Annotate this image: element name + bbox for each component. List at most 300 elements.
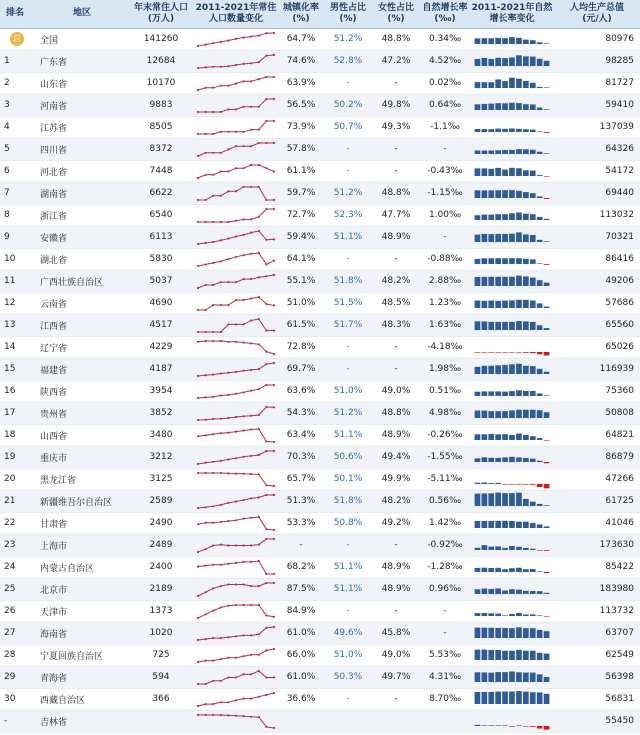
population-trend-point [243,278,245,280]
population-trend-point [197,396,199,398]
population-trend-point [243,218,245,220]
population-trend-cell [194,468,278,490]
population-trend-point [235,281,237,283]
urbanization-cell: 87.5% [286,584,316,594]
gdp-per-capita-cell: 56831 [605,694,634,704]
population-trend-line [198,715,274,728]
growth-bar [482,276,488,285]
table-row [0,270,640,292]
growth-bar [502,233,508,241]
growth-bar [544,282,550,285]
population-trend-point [205,86,207,88]
growth-bar [509,568,515,572]
population-trend-point [243,369,245,371]
population-trend-line [198,649,274,662]
gdp-per-capita-cell: 65026 [605,342,634,352]
growth-bar [516,613,522,616]
growth-bar [502,569,508,572]
population-trend-point [235,415,237,417]
male-share-cell: 51.8% [333,276,363,286]
population-trend-point [227,583,229,585]
growth-bar [516,546,522,549]
population-trend-point [235,37,237,39]
population-trend-line [198,165,274,178]
table-row [0,94,640,116]
male-share-cell: - [346,166,350,176]
growth-bar [537,692,543,704]
growth-bar [530,170,536,176]
population-cell: 6622 [149,188,173,198]
growth-bar [475,366,481,373]
growth-bar [482,82,488,88]
population-trend-point [227,84,229,86]
header-natural-growth: 自然增长率 (‰) [420,0,470,28]
growth-bar [495,725,501,726]
population-trend-cell [194,248,278,270]
population-trend-point [243,655,245,657]
urbanization-cell: 63.9% [286,78,316,88]
growth-bar-sparkline [470,425,554,446]
population-trend-point [197,88,199,90]
population-trend-point [243,429,245,431]
population-trend-point [250,62,252,64]
growth-bar [482,613,488,616]
population-cell: 10170 [146,78,176,88]
population-trend-point [235,699,237,701]
population-trend-point [205,682,207,684]
population-trend-cell [194,490,278,512]
urbanization-cell: 61.5% [286,320,316,330]
growth-bar [475,627,481,637]
population-trend-cell [194,358,278,380]
population-trend-point [205,132,207,134]
population-trend-point [250,342,252,344]
natural-growth-cell: 0.34‰ [428,34,462,44]
growth-bar [495,103,501,110]
population-trend-point [220,503,222,505]
growth-bar [523,435,529,440]
growth-bar [509,671,515,682]
population-trend-point [220,260,222,262]
growth-bar [544,677,550,682]
population-trend-point [265,484,267,486]
header-male-share: 男性占比 (%) [324,0,372,28]
population-trend-point [258,61,260,63]
natural-growth-cell: 1.00‰ [428,210,462,220]
growth-bar [488,672,494,681]
male-share-cell: 52.3% [333,210,363,220]
growth-bar [530,300,536,308]
growth-bar [509,589,515,594]
population-sparkline [194,645,278,666]
population-trend-point [243,697,245,699]
population-trend-point [243,254,245,256]
rank-cell: 21 [4,496,16,506]
population-trend-point [273,406,275,408]
population-trend-point [250,297,252,299]
population-trend-cell [194,512,278,534]
male-share-cell: 51.2% [333,188,363,198]
growth-bar [482,214,488,219]
growth-bar-sparkline [470,579,554,600]
population-trend-point [250,497,252,499]
population-trend-line [198,385,274,398]
header-urbanization: 城镇化率 (%) [278,0,324,28]
population-sparkline [194,403,278,424]
growth-bar [495,214,501,220]
natural-growth-cell [420,710,470,732]
population-sparkline [194,447,278,468]
population-trend-point [265,676,267,678]
population-trend-point [205,659,207,661]
growth-bar [488,457,494,461]
population-trend-point [235,340,237,342]
growth-bar [495,546,501,550]
growth-bar [537,438,543,440]
population-sparkline [194,249,278,270]
growth-trend-cell [470,204,554,226]
growth-bar [523,547,529,549]
population-trend-point [235,500,237,502]
growth-bar [530,484,536,485]
population-cell [128,710,194,732]
growth-bar [502,520,508,527]
population-sparkline [194,623,278,644]
population-trend-point [235,714,237,716]
growth-bar [516,521,522,527]
population-trend-point [250,428,252,430]
population-trend-point [212,65,214,67]
population-trend-point [212,703,214,705]
growth-bar [544,241,550,242]
natural-growth-cell: - [443,232,447,242]
growth-bar [502,411,508,418]
population-trend-point [197,523,199,525]
table-row [0,182,640,204]
growth-bar [544,132,550,133]
population-trend-point [258,653,260,655]
population-trend-point [235,392,237,394]
growth-bar [502,364,508,373]
population-sparkline [194,139,278,160]
growth-bar [544,484,550,488]
growth-bar [509,213,515,220]
rank-cell: 6 [4,166,10,176]
gdp-per-capita-cell: 64326 [605,144,634,154]
region-cell: 海南省 [40,629,68,640]
population-sparkline [194,205,278,226]
rank-cell: 7 [4,188,10,198]
region-cell: 广东省 [40,57,68,68]
population-sparkline [194,535,278,556]
growth-bar [495,300,501,307]
rank-cell: 19 [4,452,16,462]
population-trend-cell [194,28,278,50]
population-trend-point [212,563,214,565]
population-cell: 2489 [149,540,173,550]
growth-bar [509,190,515,198]
population-trend-point [258,229,260,231]
male-share-cell: 51.5% [333,298,363,308]
growth-trend-cell [470,182,554,204]
population-trend-point [250,368,252,370]
male-share-cell: - [346,254,350,264]
population-trend-cell [194,424,278,446]
urbanization-cell: 68.2% [286,562,316,572]
population-trend-point [212,151,214,153]
population-sparkline [194,491,278,512]
population-cell: 2189 [149,584,173,594]
growth-bar [523,569,529,572]
gdp-per-capita-cell: 70321 [605,232,634,242]
growth-bar [544,440,550,441]
region-cell: 辽宁省 [40,343,68,354]
rank-cell [0,28,36,50]
population-trend-point [220,239,222,241]
population-sparkline [194,51,278,72]
rank-cell: 18 [4,430,16,440]
population-trend-cell [194,226,278,248]
growth-bar [516,390,522,396]
growth-bar-sparkline [470,117,554,138]
growth-bar [488,234,494,242]
growth-bar-sparkline [470,535,554,556]
growth-bar [488,129,494,132]
population-trend-point [243,391,245,393]
population-sparkline [194,557,278,578]
growth-bar [516,433,522,440]
population-trend-point [197,286,199,288]
rank-cell: 10 [4,254,16,264]
region-cell: 北京市 [40,585,68,596]
urbanization-cell: 69.7% [286,364,316,374]
growth-bar [488,433,494,439]
population-trend-point [250,278,252,280]
population-trend-line [198,143,274,156]
population-trend-point [258,585,260,587]
growth-bar [523,590,529,593]
growth-bar [523,352,529,353]
population-trend-point [243,341,245,343]
population-cell: 5830 [149,254,173,264]
population-trend-point [243,634,245,636]
population-trend-point [258,185,260,187]
growth-trend-cell [470,226,554,248]
growth-bar [509,691,515,704]
population-trend-point [235,544,237,546]
population-cell: 3852 [149,408,173,418]
urbanization-cell: 51.0% [286,298,316,308]
female-share-cell: 49.2% [381,518,411,528]
population-trend-point [235,108,237,110]
population-cell: 2490 [149,518,173,528]
population-trend-point [235,519,237,521]
population-trend-cell [194,182,278,204]
population-trend-point [250,603,252,605]
growth-bar [502,258,508,264]
growth-bar [516,321,522,330]
growth-bar [516,492,522,505]
growth-trend-cell [470,512,554,534]
population-trend-point [243,185,245,187]
population-trend-point [227,371,229,373]
gdp-per-capita-cell: 47266 [605,474,634,484]
population-trend-point [212,330,214,332]
population-trend-cell [194,204,278,226]
population-trend-point [205,330,207,332]
population-cell: 725 [152,650,170,660]
male-share-cell: 51.1% [333,232,363,242]
growth-trend-cell [470,666,554,688]
growth-bar [544,592,550,593]
growth-bar [537,615,543,616]
growth-bar [488,321,494,329]
population-trend-point [197,660,199,662]
growth-bar [509,37,515,44]
growth-bar [482,457,488,462]
female-share-cell: 49.9% [381,474,411,484]
female-share-cell: 48.8% [381,408,411,418]
gdp-per-capita-cell: 41046 [605,518,634,528]
growth-bar [482,482,488,484]
growth-bar [495,167,501,175]
natural-growth-cell: 4.52‰ [428,56,462,66]
growth-bar [516,457,522,462]
male-share-cell: 51.1% [333,562,363,572]
population-trend-point [243,583,245,585]
growth-bar [516,352,522,353]
population-sparkline [194,337,278,358]
population-trend-point [250,560,252,562]
natural-growth-cell: -1.55‰ [427,452,463,462]
urbanization-cell: 70.3% [286,452,316,462]
growth-bar [482,38,488,44]
population-trend-point [250,128,252,130]
growth-bar [544,218,550,219]
growth-bar [475,234,481,241]
population-trend-point [265,207,267,209]
header-rank: 排名 [0,0,36,28]
region-cell: 内蒙古自治区 [40,563,95,574]
growth-bar [537,591,543,594]
gdp-per-capita-cell: 81727 [605,78,634,88]
growth-bar [509,484,515,485]
rank-cell: 20 [4,474,16,484]
growth-bar [516,409,522,417]
male-share-cell: 51.7% [333,320,363,330]
growth-bar [488,214,494,219]
growth-bar [495,190,501,198]
growth-bar [537,263,543,264]
male-share-cell: 51.2% [333,408,363,418]
growth-bar [488,546,494,549]
growth-bar [537,629,543,637]
growth-bar [530,193,536,198]
growth-trend-cell [470,314,554,336]
growth-bar [502,615,508,616]
growth-trend-cell [470,688,554,710]
growth-bar [523,299,529,307]
population-trend-point [197,704,199,706]
population-trend-point [258,496,260,498]
growth-bar [488,411,494,418]
growth-bar [509,149,515,153]
region-cell: 云南省 [40,299,68,310]
male-share-cell: 50.8% [333,518,363,528]
growth-trend-cell [470,490,554,512]
population-trend-cell [194,556,278,578]
growth-trend-cell [470,28,554,50]
population-trend-point [220,281,222,283]
male-share-cell: 51.0% [333,650,363,660]
table-row [0,446,640,468]
growth-bar [475,724,481,725]
population-trend-point [265,275,267,277]
gdp-per-capita-cell: 65560 [605,320,634,330]
rank-cell: - [4,716,8,726]
growth-bar [475,589,481,594]
growth-trend-cell [470,468,554,490]
urbanization-cell: 72.8% [286,342,316,352]
population-trend-point [197,110,199,112]
population-trend-line [198,341,274,354]
rank-cell: 16 [4,386,16,396]
gdp-per-capita-cell: 63707 [605,628,634,638]
table-row [0,248,640,270]
growth-bar [523,726,529,727]
population-trend-point [197,132,199,134]
growth-bar [537,107,543,110]
population-trend-point [205,548,207,550]
growth-bar [502,190,508,198]
population-trend-point [220,303,222,305]
growth-bar [530,214,536,220]
growth-bar [537,652,543,659]
population-sparkline [194,579,278,600]
male-share-cell: - [346,606,350,616]
table-row [0,534,640,556]
population-trend-point [258,716,260,718]
growth-bar [495,691,501,703]
growth-bar [537,484,543,487]
region-cell: 重庆市 [40,453,68,464]
growth-bar [509,391,515,396]
growth-bar [544,43,550,44]
female-share-cell: 45.8% [381,628,411,638]
rank-cell: 28 [4,650,16,660]
population-trend-point [250,634,252,636]
female-share-cell: 49.3% [381,122,411,132]
population-trend-point [212,471,214,473]
population-trend-point [220,194,222,196]
growth-trend-cell [470,160,554,182]
population-trend-point [250,231,252,233]
growth-bar [544,412,550,418]
growth-bar [523,650,529,659]
growth-bar [530,628,536,638]
region-cell: 天津市 [40,607,68,618]
growth-bar [544,631,550,638]
gdp-per-capita-cell: 62549 [605,650,634,660]
growth-bar [482,434,488,440]
population-trend-point [197,242,199,244]
growth-bar [537,368,543,373]
growth-bar [502,352,508,353]
population-trend-point [258,343,260,345]
female-share-cell: 47.2% [381,56,411,66]
male-share-cell: - [346,694,350,704]
female-share-cell: - [394,254,398,264]
